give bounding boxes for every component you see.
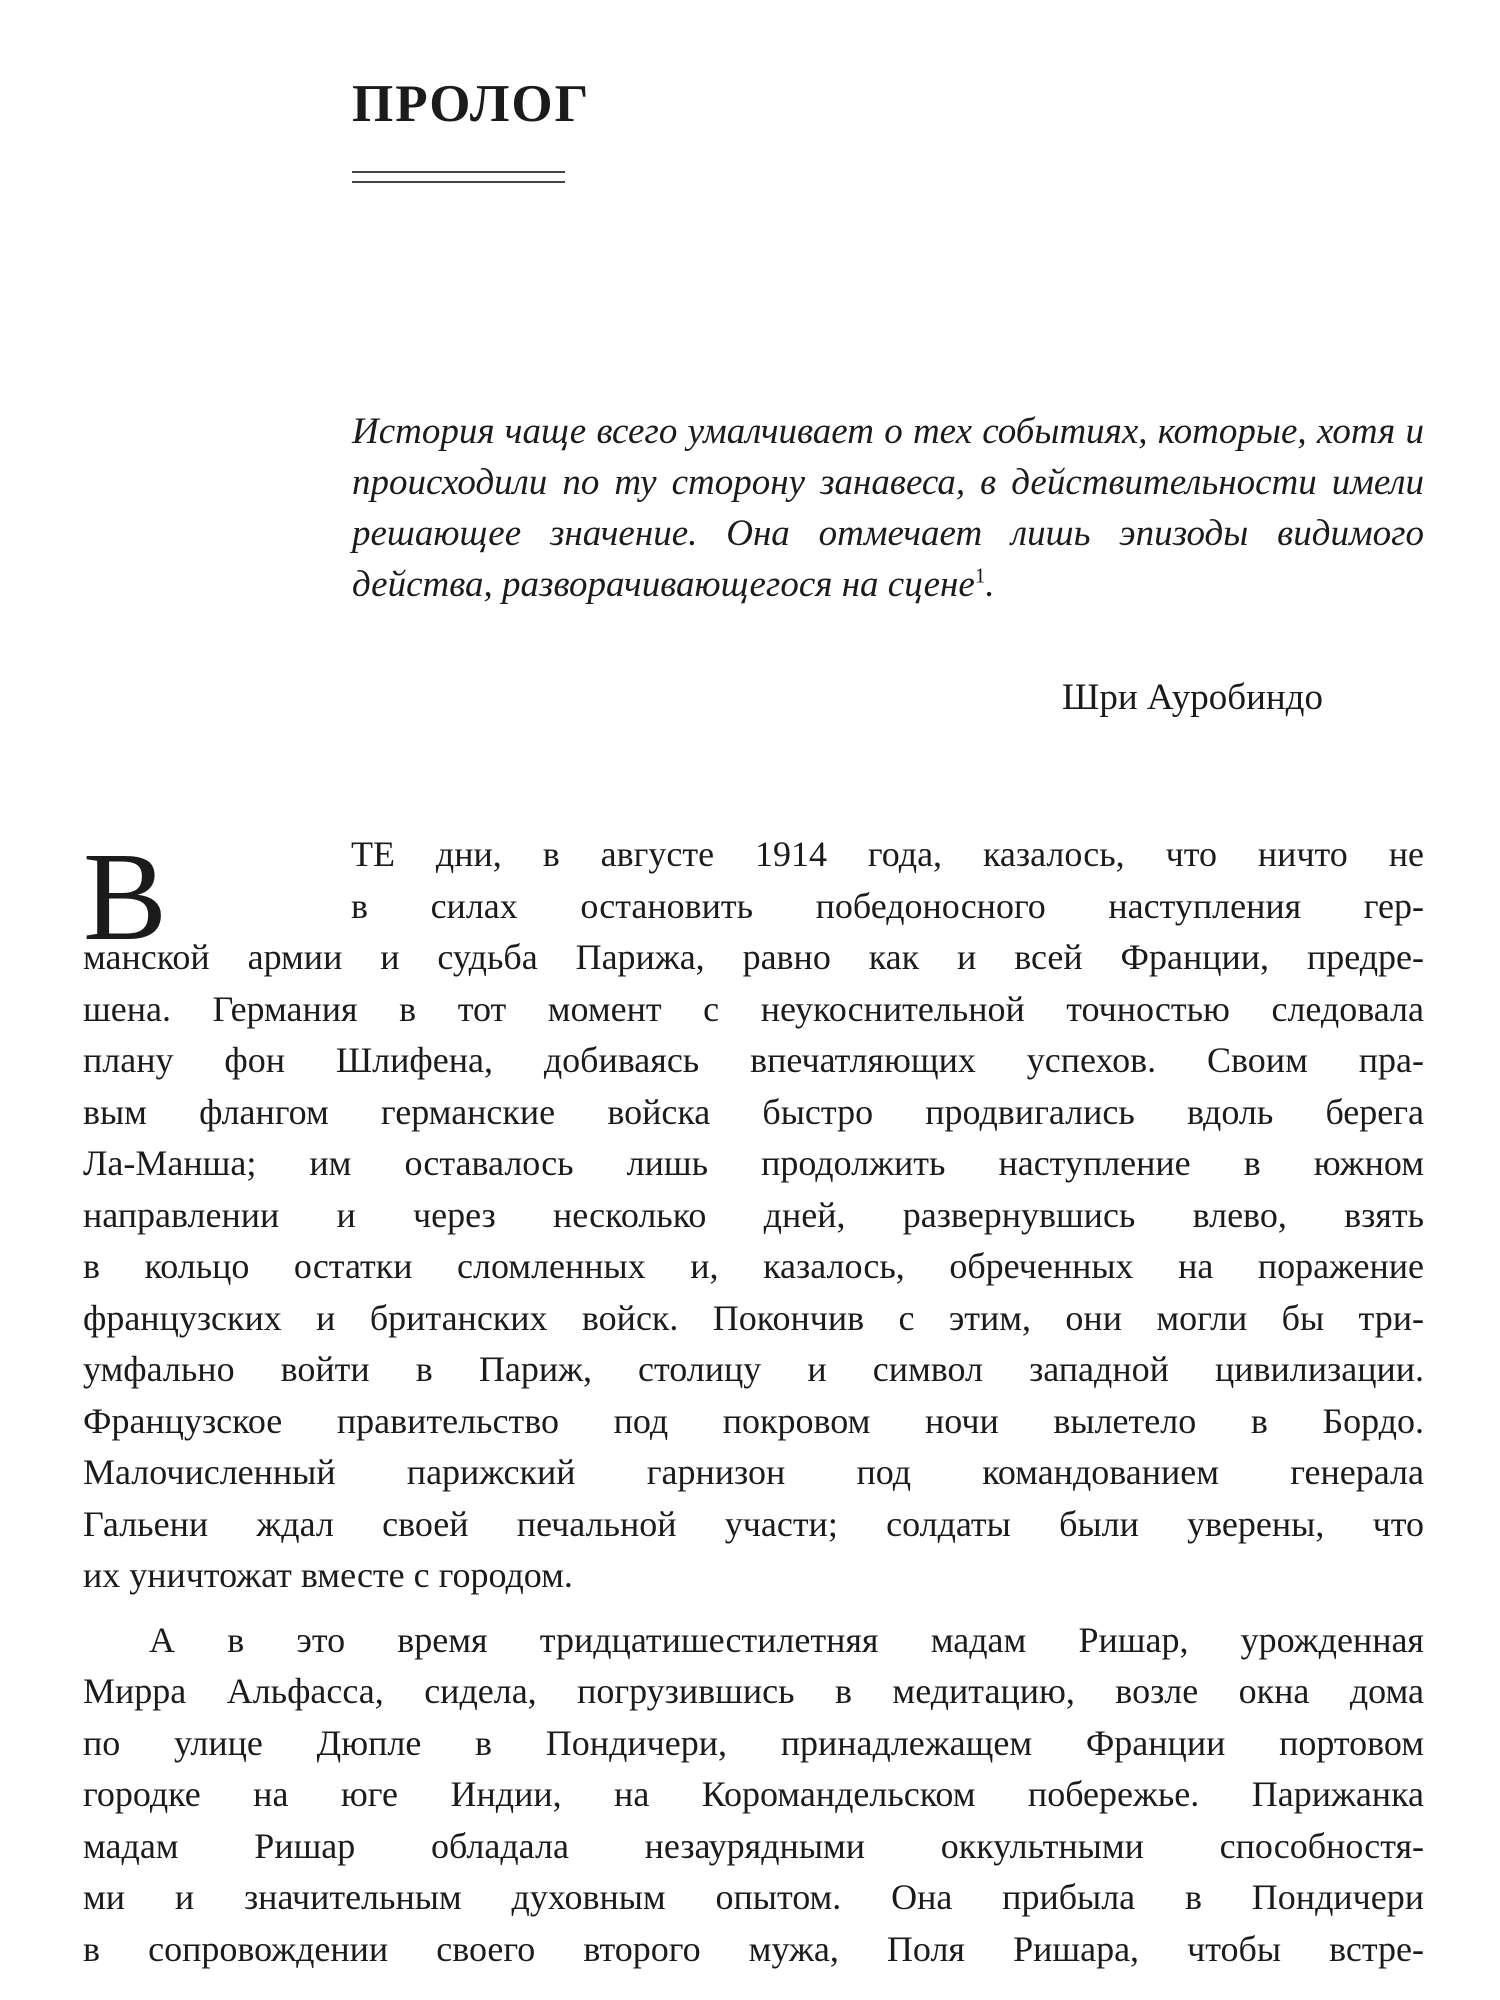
text-line: манской армии и судьба Парижа, равно как и всей Франции, предре- <box>83 937 1424 977</box>
text-line: Ла-Манша; им оставалось лишь продолжить наступление в южном <box>83 1143 1424 1183</box>
paragraph-2-lines <box>83 1615 1424 1976</box>
chapter-title: ПРОЛОГ <box>352 75 591 133</box>
paragraph-1-lines <box>83 829 1424 1602</box>
text-line: их уничтожат вместе с городом. <box>83 1555 573 1595</box>
footnote-marker[interactable]: 1 <box>974 563 986 588</box>
epigraph <box>352 406 1424 610</box>
text-line: в силах остановить победоносного наступления гер- <box>351 885 1424 926</box>
drop-cap: В <box>83 828 168 967</box>
epigraph-author: Шри Ауробиндо <box>1062 677 1324 718</box>
text-line: ми и значительным духовным опытом. Она прибыла в Пондичери <box>83 1877 1424 1917</box>
epigraph-trailing: . <box>985 564 995 605</box>
title-rule-top <box>352 171 565 173</box>
text-line: Мирра Альфасса, сидела, погрузившись в медитацию, возле окна дома <box>83 1671 1424 1711</box>
text-line: в сопровождении своего второго мужа, Поля Ришара, чтобы встре- <box>83 1928 1424 1969</box>
text-line: Малочисленный парижский гарнизон под командованием генерала <box>83 1452 1424 1492</box>
text-line: городке на юге Индии, на Коромандельском побережье. Парижанка <box>83 1774 1424 1814</box>
text-line: Французское правительство под покровом ночи вылетело в Бордо. <box>83 1400 1424 1441</box>
text-line: ТЕ дни, в августе 1914 года, казалось, что ничто не <box>351 834 1424 874</box>
epigraph-text: История чаще всего умалчивает о тех событиях, которые, хотя и происходили по ту сторону занавеса, в действительности имели решающее значение. Она отмечает лишь эпизоды видимого действа, разворачивающегося на сцене <box>352 411 1424 605</box>
paragraph-2 <box>83 1615 1424 1976</box>
text-line: французских и британских войск. Покончив с этим, они могли бы три- <box>83 1297 1424 1338</box>
text-line: шена. Германия в тот момент с неукоснительной точностью следовала <box>83 988 1424 1029</box>
title-rule-bottom <box>352 181 565 183</box>
text-line: по улице Дюпле в Пондичери, принадлежащем Франции портовом <box>83 1722 1424 1763</box>
text-line: мадам Ришар обладала незаурядными оккультными способностя- <box>83 1825 1424 1866</box>
text-line: А в это время тридцатишестилетняя мадам Ришар, урожденная <box>149 1619 1424 1660</box>
body-text <box>83 829 1424 1975</box>
text-line: направлении и через несколько дней, развернувшись влево, взять <box>83 1194 1424 1235</box>
text-line: умфально войти в Париж, столицу и символ западной цивилизации. <box>83 1349 1424 1389</box>
paragraph-1 <box>83 829 1424 1602</box>
text-line: плану фон Шлифена, добиваясь впечатляющих успехов. Своим пра- <box>83 1040 1424 1080</box>
text-line: вым флангом германские войска быстро продвигались вдоль берега <box>83 1091 1424 1132</box>
text-line: Гальени ждал своей печальной участи; солдаты были уверены, что <box>83 1503 1424 1544</box>
text-line: в кольцо остатки сломленных и, казалось, обреченных на поражение <box>83 1246 1424 1286</box>
